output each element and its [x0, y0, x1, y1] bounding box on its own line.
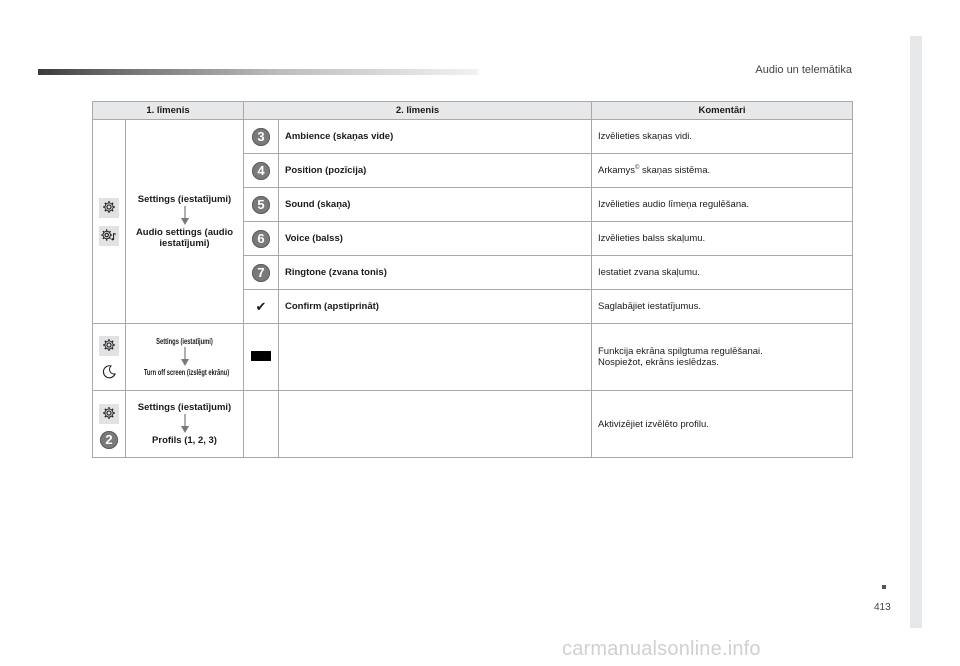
- gear-icon: [99, 336, 119, 356]
- screen-off-cell: [244, 324, 279, 391]
- down-arrow-icon: [180, 347, 190, 367]
- menu-item-confirm: Confirm (apstiprināt): [279, 290, 592, 324]
- menu-item-ringtone: Ringtone (zvana tonis): [279, 256, 592, 290]
- menu-item-voice: Voice (balss): [279, 222, 592, 256]
- comment-line: Nospiežot, ekrāns ieslēdzas.: [598, 357, 719, 368]
- page-number: 413: [874, 602, 891, 613]
- settings-table: [92, 101, 853, 458]
- header-comments: Komentāri: [592, 102, 853, 120]
- comment-text: Aktivizējiet izvēlēto profilu.: [592, 391, 853, 458]
- table-header-row: [93, 102, 853, 120]
- down-arrow-icon: [180, 206, 190, 226]
- comment-suffix: skaņas sistēma.: [639, 165, 711, 177]
- header-gradient-bar: [38, 69, 478, 75]
- comment-brand: Arkamys: [598, 165, 635, 177]
- level1-profile-cell: [126, 391, 244, 458]
- badge-cell: [244, 120, 279, 154]
- number-badge: 5: [252, 196, 270, 214]
- number-badge: 2: [100, 431, 118, 449]
- watermark: carmanualsonline.info: [562, 638, 761, 660]
- comment-text: [592, 154, 853, 188]
- header-level1: 1. līmenis: [93, 102, 244, 120]
- level1-settings-label: Settings (iestatījumi): [137, 194, 232, 205]
- table-row: [93, 391, 853, 458]
- number-badge: 4: [252, 162, 270, 180]
- checkmark-icon: ✔: [255, 298, 267, 314]
- comment-text: Iestatiet zvana skaļumu.: [592, 256, 853, 290]
- header-level2: 2. līmenis: [244, 102, 592, 120]
- comment-text: Izvēlieties balss skaļumu.: [592, 222, 853, 256]
- menu-item-position: Position (pozīcija): [279, 154, 592, 188]
- badge-cell: [244, 154, 279, 188]
- down-arrow-icon: [180, 414, 190, 434]
- section-title: Audio un telemātika: [755, 64, 852, 76]
- badge-cell: [244, 256, 279, 290]
- comment-text: [592, 324, 853, 391]
- gear-icon: [99, 404, 119, 424]
- table-row: [93, 120, 853, 154]
- menu-item-sound: Sound (skaņa): [279, 188, 592, 222]
- copyright-mark: ©: [634, 164, 640, 171]
- number-badge: 3: [252, 128, 270, 146]
- level1-icons-cell: [93, 391, 126, 458]
- menu-item-ambience: Ambience (skaņas vide): [279, 120, 592, 154]
- side-strip: [910, 36, 922, 628]
- comment-text: Saglabājiet iestatījumus.: [592, 290, 853, 324]
- page-dot: [882, 585, 886, 589]
- comment-text: Izvēlieties skaņas vidi.: [592, 120, 853, 154]
- level1-screen-cell: [126, 324, 244, 391]
- level1-audio-cell: [126, 120, 244, 324]
- level1-settings-label: Settings (iestatījumi): [156, 337, 213, 346]
- number-badge: 7: [252, 264, 270, 282]
- black-screen-icon: [251, 351, 271, 361]
- comment-line: Funkcija ekrāna spilgtuma regulēšanai.: [598, 346, 763, 357]
- gear-icon: [99, 198, 119, 218]
- level1-turn-off-screen-label: Turn off screen (izslēgt ekrānu): [143, 368, 230, 377]
- level1-icons-cell: [93, 120, 126, 324]
- comment-text: Izvēlieties audio līmeņa regulēšana.: [592, 188, 853, 222]
- level1-icons-cell: [93, 324, 126, 391]
- level1-profiles-label: Profils (1, 2, 3): [152, 435, 217, 446]
- level1-audio-settings-label: Audio settings (audio iestatījumi): [135, 227, 234, 249]
- empty-cell: [244, 391, 279, 458]
- badge-cell: [244, 188, 279, 222]
- audio-settings-gear-icon: [99, 226, 119, 246]
- check-cell: [244, 290, 279, 324]
- badge-cell: [244, 222, 279, 256]
- empty-level2-cell: [279, 324, 592, 391]
- level1-settings-label: Settings (iestatījumi): [137, 402, 232, 413]
- moon-icon: [101, 364, 117, 383]
- empty-level2-cell: [279, 391, 592, 458]
- number-badge: 6: [252, 230, 270, 248]
- table-row: [93, 324, 853, 391]
